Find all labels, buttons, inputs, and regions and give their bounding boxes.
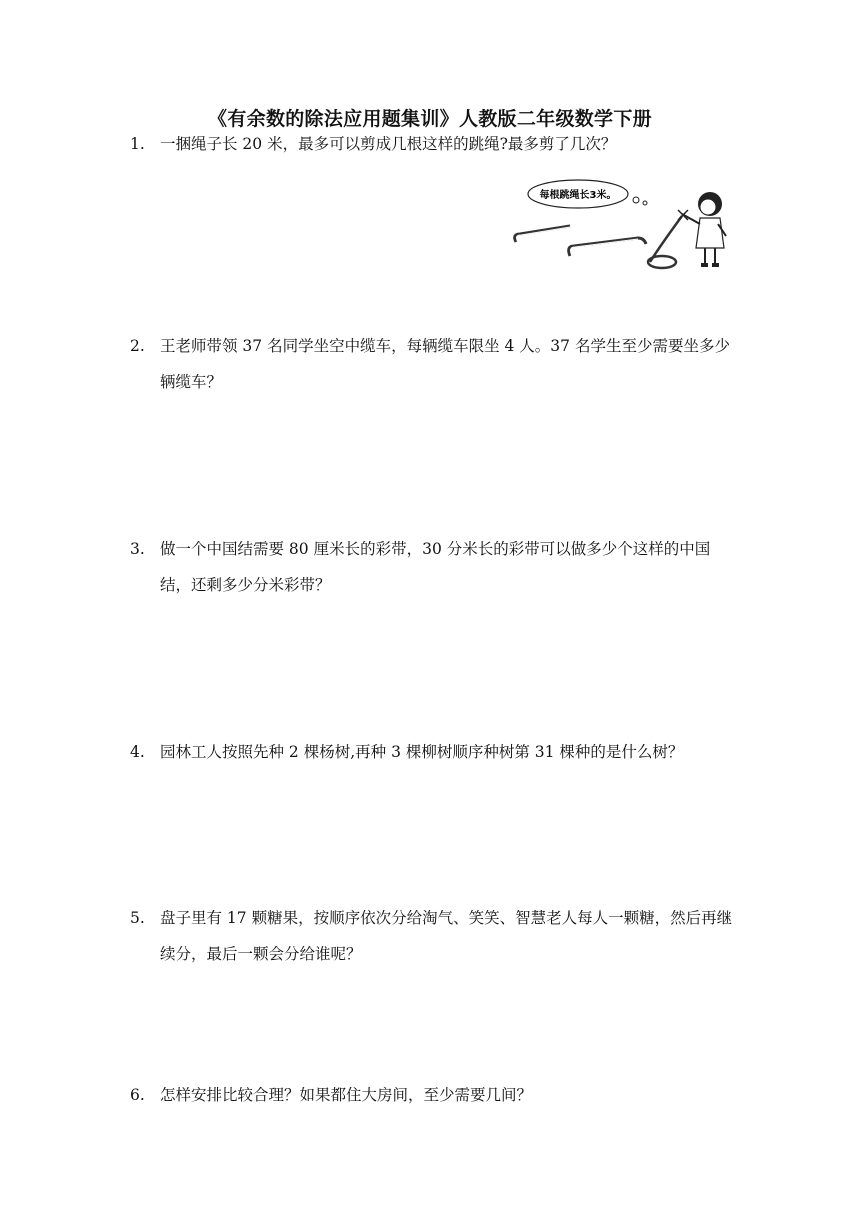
question-number: 4. [130,743,145,761]
question-1 [130,126,740,162]
question-number: 5. [130,909,145,927]
question-number: 3. [130,540,145,558]
girl-dress [696,218,724,248]
question-4 [130,734,740,770]
bubble-dot [643,201,647,205]
speech-bubble-text: 每根跳绳长3米。 [539,190,617,201]
document-title: 《有余数的除法应用题集训》人教版二年级数学下册 [208,108,652,130]
girl-arm [682,214,700,224]
question-number: 1. [130,135,145,153]
girl-shoe [712,263,719,267]
question-text: 园林工人按照先种 2 棵杨树,再种 3 棵柳树顺序种树第 31 棵种的是什么树？ [160,743,684,761]
question-number: 2. [130,337,145,355]
bubble-dot [633,197,639,203]
question-6 [130,1077,740,1113]
question-text: 怎样安排比较合理？如果都住大房间，至少需要几间？ [160,1086,533,1104]
question-text: 王老师带领 37 名同学坐空中缆车，每辆缆车限坐 4 人。37 名学生至少需要坐多少辆缆车？ [160,337,730,391]
girl-shoe [701,263,708,267]
question-text: 一捆绳子长 20 米，最多可以剪成几根这样的跳绳?最多剪了几次？ [160,135,617,153]
jump-rope-girl-illustration [510,176,740,276]
question-text: 盘子里有 17 颗糖果，按顺序依次分给淘气、笑笑、智慧老人每人一颗糖，然后再继续分，最后一颗会分给谁呢？ [160,909,733,963]
question-3 [130,531,740,603]
scissors-icon [678,210,688,220]
question-text: 做一个中国结需要 80 厘米长的彩带，30 分米长的彩带可以做多少个这样的中国结，还剩多少分米彩带？ [160,540,711,594]
girl-face [700,199,716,215]
question-5 [130,900,740,972]
question-number: 6. [130,1086,145,1104]
question-2 [130,328,740,400]
rope-piece [569,238,646,256]
